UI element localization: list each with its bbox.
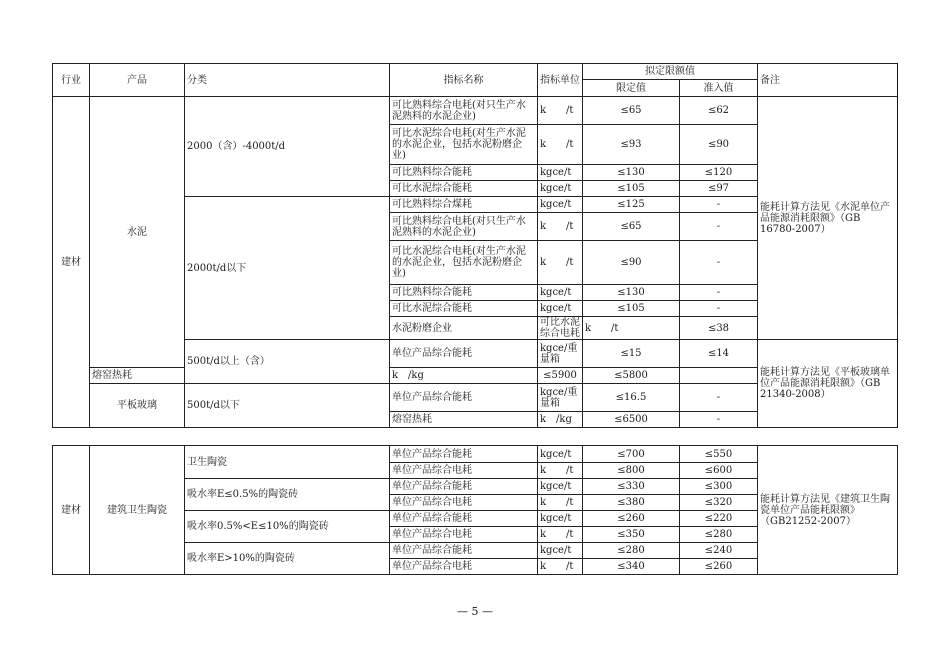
limit-cell: ≤90 [583, 241, 680, 285]
energy-limit-table [52, 63, 898, 428]
header-indicator: 指标名称 [390, 64, 538, 97]
header-entry: 准入值 [680, 80, 758, 97]
entry-cell: ≤240 [680, 543, 758, 559]
indicator-cell: 单位产品综合电耗 [390, 559, 538, 575]
unit-cell: kgce/重量箱 [538, 384, 583, 412]
unit-cell: k /t [538, 213, 583, 241]
category-cell: 水泥粉磨企业 [390, 317, 538, 340]
limit-cell: ≤6500 [583, 412, 680, 428]
limit-cell: ≤105 [583, 181, 680, 197]
entry-cell: ≤97 [680, 181, 758, 197]
header-product: 产品 [90, 64, 185, 97]
unit-cell: kgce/t [538, 446, 583, 463]
limit-cell: ≤800 [583, 463, 680, 479]
category-cell: 吸水率0.5%<E≤10%的陶瓷砖 [185, 511, 390, 543]
category-cell: 吸水率E>10%的陶瓷砖 [185, 543, 390, 575]
limit-cell: ≤130 [583, 285, 680, 301]
indicator-cell: 单位产品综合能耗 [390, 511, 538, 527]
product-ceramic: 建筑卫生陶瓷 [90, 446, 185, 575]
entry-cell: ≤62 [680, 97, 758, 125]
unit-cell: k /t [538, 97, 583, 125]
limit-cell: ≤16.5 [583, 384, 680, 412]
unit-cell: kgce/t [538, 285, 583, 301]
indicator-cell: 可比熟料综合能耗 [390, 285, 538, 301]
indicator-cell: 可比熟料综合电耗(对只生产水泥熟料的水泥企业) [390, 97, 538, 125]
unit-cell: k /t [538, 463, 583, 479]
indicator-cell: 熔窑热耗 [90, 368, 185, 384]
header-row [53, 64, 898, 80]
header-note: 备注 [758, 64, 898, 97]
limit-cell: ≤700 [583, 446, 680, 463]
entry-cell: ≤5800 [583, 368, 680, 384]
unit-cell: kgce/t [538, 165, 583, 181]
unit-cell: k /t [538, 527, 583, 543]
header-limit-group: 拟定限额值 [583, 64, 758, 80]
unit-cell: kgce/t [538, 543, 583, 559]
unit-cell: kgce/t [538, 479, 583, 495]
category-cell: 2000（含）-4000t/d [185, 97, 390, 197]
unit-cell: k /t [583, 317, 680, 340]
indicator-cell: 单位产品综合能耗 [390, 340, 538, 368]
unit-cell: kgce/t [538, 181, 583, 197]
entry-cell: ≤320 [680, 495, 758, 511]
entry-cell: - [680, 285, 758, 301]
indicator-cell: 可比水泥综合能耗 [390, 181, 538, 197]
note-glass: 能耗计算方法见《平板玻璃单位产品能源消耗限额》（GB 21340-2008） [758, 340, 898, 428]
limit-cell: ≤93 [583, 125, 680, 165]
ceramic-table [52, 445, 898, 575]
limit-cell: ≤15 [583, 340, 680, 368]
table-row [53, 97, 898, 125]
limit-cell: ≤105 [583, 301, 680, 317]
entry-cell: ≤280 [680, 527, 758, 543]
category-cell: 卫生陶瓷 [185, 446, 390, 479]
limit-cell: ≤38 [680, 317, 758, 340]
entry-cell: - [680, 412, 758, 428]
unit-cell: k /t [538, 495, 583, 511]
limit-cell: ≤280 [583, 543, 680, 559]
entry-cell: ≤14 [680, 340, 758, 368]
category-cell: 500t/d以上（含） [185, 340, 390, 384]
indicator-cell: 可比熟料综合煤耗 [390, 197, 538, 213]
indicator-cell: 可比水泥综合能耗 [390, 301, 538, 317]
indicator-cell: 单位产品综合电耗 [390, 463, 538, 479]
category-cell: 2000t/d以下 [185, 197, 390, 340]
limit-cell: ≤65 [583, 213, 680, 241]
unit-cell: k /t [538, 559, 583, 575]
indicator-cell: 单位产品综合能耗 [390, 479, 538, 495]
entry-cell: - [680, 197, 758, 213]
limit-cell: ≤5900 [538, 368, 583, 384]
entry-cell: - [680, 384, 758, 412]
unit-cell: k /t [538, 125, 583, 165]
entry-cell: ≤300 [680, 479, 758, 495]
indicator-cell: 单位产品综合电耗 [390, 495, 538, 511]
entry-cell: ≤90 [680, 125, 758, 165]
indicator-cell: 可比水泥综合电耗(对生产水泥的水泥企业，包括水泥粉磨企业) [390, 125, 538, 165]
header-industry: 行业 [53, 64, 90, 97]
entry-cell: - [680, 213, 758, 241]
unit-cell: k /kg [390, 368, 538, 384]
entry-cell: - [680, 241, 758, 285]
unit-cell: k /kg [538, 412, 583, 428]
entry-cell: ≤260 [680, 559, 758, 575]
indicator-cell: 熔窑热耗 [390, 412, 538, 428]
header-limit: 限定值 [583, 80, 680, 97]
header-category: 分类 [185, 64, 390, 97]
limit-cell: ≤130 [583, 165, 680, 181]
limit-cell: ≤330 [583, 479, 680, 495]
limit-cell: ≤340 [583, 559, 680, 575]
limit-cell: ≤125 [583, 197, 680, 213]
entry-cell: ≤120 [680, 165, 758, 181]
category-cell: 吸水率E≤0.5%的陶瓷砖 [185, 479, 390, 511]
product-glass: 平板玻璃 [90, 384, 185, 428]
indicator-cell: 单位产品综合能耗 [390, 446, 538, 463]
page-number: — 5 — [457, 605, 493, 618]
limit-cell: ≤380 [583, 495, 680, 511]
indicator-cell: 可比水泥综合电耗(对生产水泥的水泥企业，包括水泥粉磨企业) [390, 241, 538, 285]
entry-cell: ≤600 [680, 463, 758, 479]
industry-cell-2: 建材 [53, 446, 90, 575]
indicator-cell: 单位产品综合能耗 [390, 384, 538, 412]
entry-cell: - [680, 301, 758, 317]
limit-cell: ≤350 [583, 527, 680, 543]
unit-cell: kgce/重量箱 [538, 340, 583, 368]
indicator-cell: 单位产品综合能耗 [390, 543, 538, 559]
limit-cell: ≤65 [583, 97, 680, 125]
entry-cell: ≤550 [680, 446, 758, 463]
indicator-cell: 单位产品综合电耗 [390, 527, 538, 543]
indicator-cell: 可比水泥综合电耗 [538, 317, 583, 340]
header-unit: 指标单位 [538, 64, 583, 97]
unit-cell: k /t [538, 241, 583, 285]
indicator-cell: 可比熟料综合能耗 [390, 165, 538, 181]
table-row [53, 446, 898, 463]
indicator-cell: 可比熟料综合电耗(对只生产水泥熟料的水泥企业) [390, 213, 538, 241]
limit-cell: ≤260 [583, 511, 680, 527]
unit-cell: kgce/t [538, 301, 583, 317]
note-cement: 能耗计算方法见《水泥单位产品能源消耗限额》（GB 16780-2007） [758, 97, 898, 340]
product-cement: 水泥 [90, 97, 185, 368]
unit-cell: kgce/t [538, 197, 583, 213]
note-ceramic: 能耗计算方法见《建筑卫生陶瓷单位产品能耗限额》（GB21252-2007） [758, 446, 898, 575]
industry-cell: 建材 [53, 97, 90, 428]
category-cell: 500t/d以下 [185, 384, 390, 428]
unit-cell: kgce/t [538, 511, 583, 527]
entry-cell: ≤220 [680, 511, 758, 527]
